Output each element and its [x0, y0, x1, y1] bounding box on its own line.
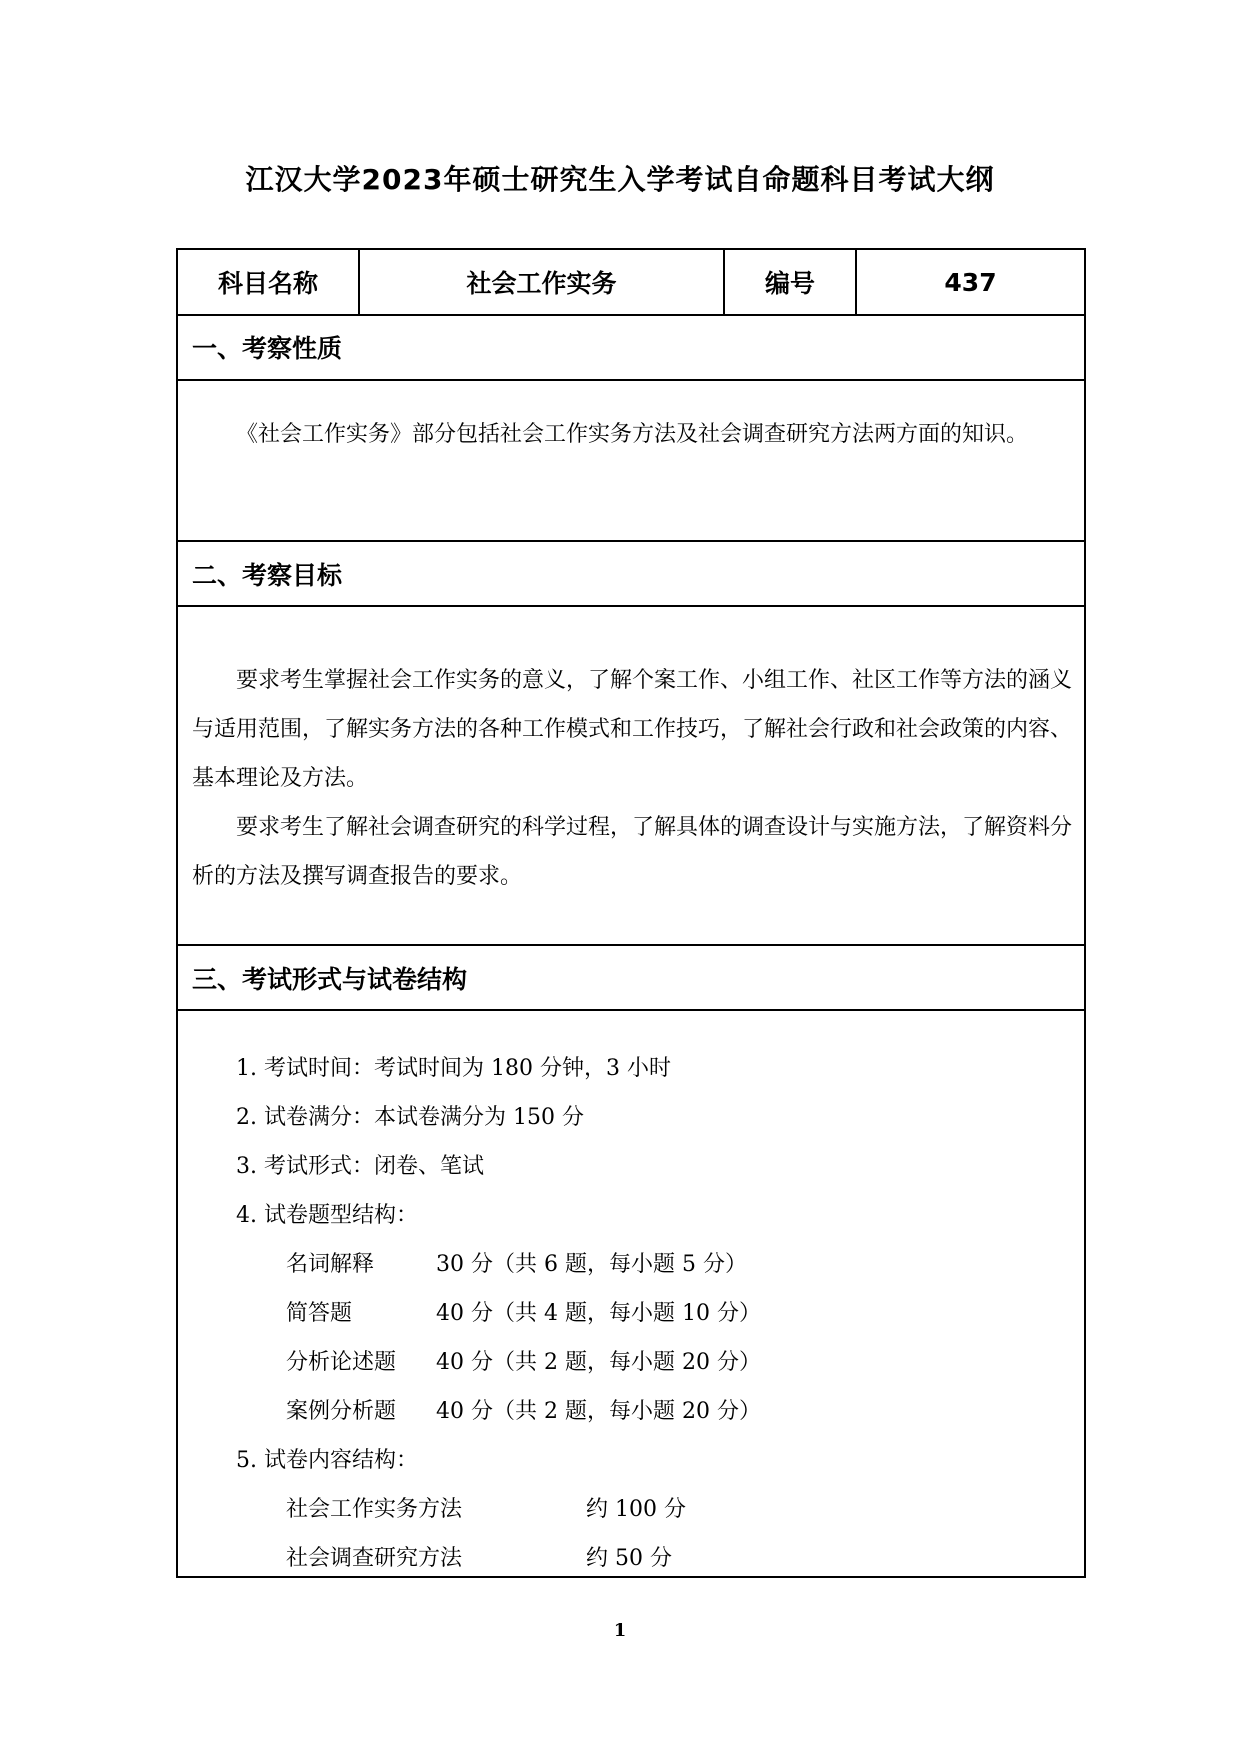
question-types-item: 4. 试卷题型结构：	[236, 1203, 418, 1228]
content-part-name: 社会工作实务方法	[286, 1497, 463, 1522]
subject-name-label: 科目名称	[217, 269, 318, 298]
content-part-score: 约 100 分	[586, 1497, 686, 1522]
section-heading-exam-format: 三、考试形式与试卷结构	[192, 965, 468, 994]
question-type-name: 简答题	[286, 1301, 353, 1326]
row-divider	[178, 379, 1084, 381]
outline-table	[176, 248, 1086, 1578]
row-divider	[178, 1009, 1084, 1011]
question-type-name: 案例分析题	[286, 1399, 397, 1424]
exam-form-item: 3. 考试形式：闭卷、笔试	[236, 1154, 484, 1179]
question-type-detail: 40 分（共 4 题，每小题 10 分）	[436, 1301, 761, 1326]
page-number: 1	[613, 1620, 627, 1641]
question-type-name: 名词解释	[286, 1252, 375, 1277]
document-title: 江汉大学2023年硕士研究生入学考试自命题科目考试大纲	[245, 163, 995, 196]
row-divider	[178, 605, 1084, 607]
section-heading-objectives: 二、考察目标	[192, 561, 343, 590]
question-type-detail: 40 分（共 2 题，每小题 20 分）	[436, 1350, 761, 1375]
subject-name-value: 社会工作实务	[466, 269, 617, 298]
full-score-item: 2. 试卷满分：本试卷满分为 150 分	[236, 1105, 584, 1130]
exam-time-item: 1. 考试时间：考试时间为 180 分钟，3 小时	[236, 1056, 671, 1081]
question-type-name: 分析论述题	[286, 1350, 397, 1375]
code-label: 编号	[764, 269, 815, 298]
content-part-score: 约 50 分	[586, 1546, 672, 1571]
section-paragraph: 要求考生了解社会调查研究的科学过程，了解具体的调查设计与实施方法，了解资料分析的方法及撰写调查报告的要求。	[192, 815, 1073, 889]
section-paragraph: 要求考生掌握社会工作实务的意义，了解个案工作、小组工作、社区工作等方法的涵义与适用范围，了解实务方法的各种工作模式和工作技巧，了解社会行政和社会政策的内容、基本理论及方法。	[192, 668, 1073, 791]
content-part-name: 社会调查研究方法	[286, 1546, 463, 1571]
section-paragraph: 《社会工作实务》部分包括社会工作实务方法及社会调查研究方法两方面的知识。	[236, 422, 1029, 447]
section-heading-nature: 一、考察性质	[192, 334, 343, 363]
code-value: 437	[944, 267, 997, 297]
question-type-detail: 40 分（共 2 题，每小题 20 分）	[436, 1399, 761, 1424]
content-structure-item: 5. 试卷内容结构：	[236, 1448, 418, 1473]
question-type-detail: 30 分（共 6 题，每小题 5 分）	[436, 1252, 747, 1277]
